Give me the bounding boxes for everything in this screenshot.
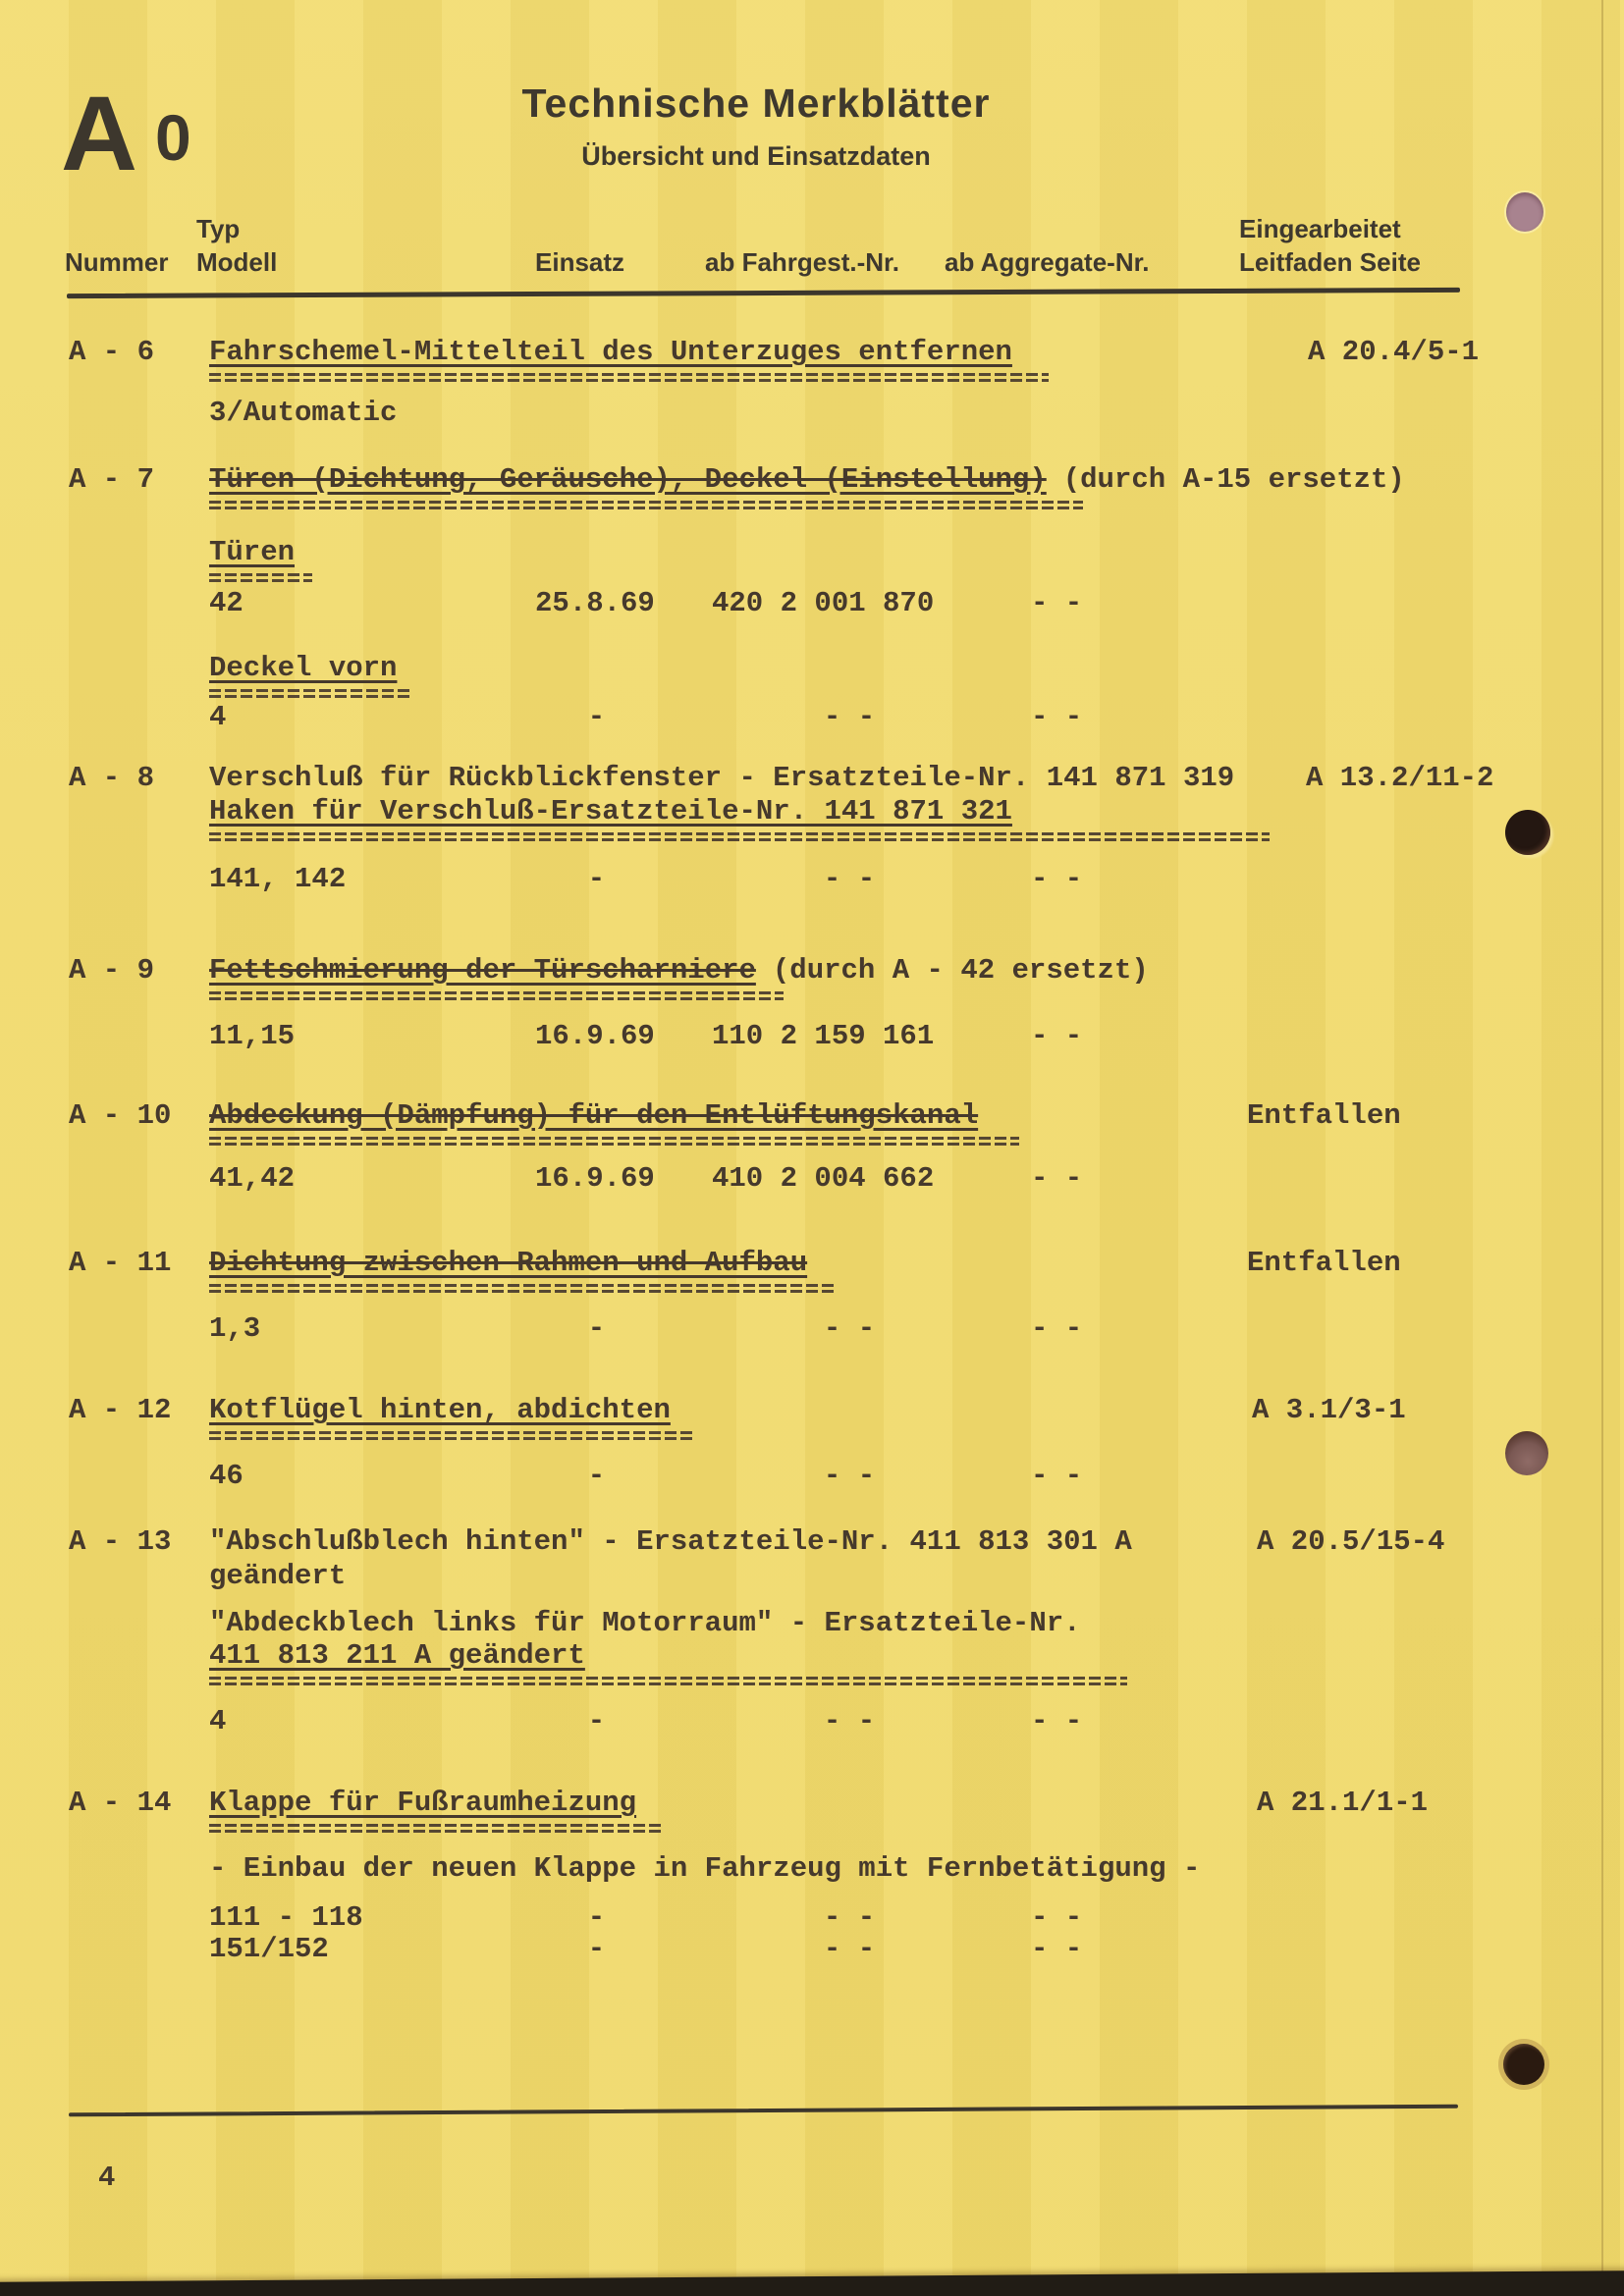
cell-model: 1,3 <box>209 1312 261 1345</box>
cell-model: 42 <box>209 587 244 619</box>
punch-hole <box>1506 192 1543 232</box>
entry-title-struck: Fettschmierung der Türscharniere <box>209 954 756 987</box>
entry-number: A - 9 <box>69 954 155 987</box>
column-header-modell: Modell <box>196 247 278 277</box>
entry-number: A - 13 <box>69 1525 172 1558</box>
double-underline <box>209 573 312 583</box>
data-row <box>209 1705 1387 1738</box>
section-zero: 0 <box>155 101 193 174</box>
cell-fahrgest: - - <box>823 863 876 895</box>
column-header-eingearbeitet: Eingearbeitet <box>1239 214 1401 243</box>
cell-aggregat: - - <box>1031 1901 1083 1934</box>
column-header-fahrgest: ab Fahrgest.-Nr. <box>705 247 899 277</box>
footer-rule <box>69 2105 1458 2117</box>
cell-fahrgest: 420 2 001 870 <box>712 587 935 619</box>
cell-fahrgest: - - <box>823 1933 876 1965</box>
cell-fahrgest: - - <box>823 1460 876 1492</box>
entry-ref: Entfallen <box>1247 1247 1401 1279</box>
double-underline <box>209 991 784 1001</box>
entry-ref: Entfallen <box>1247 1099 1401 1132</box>
cell-einsatz: 16.9.69 <box>535 1162 655 1195</box>
double-underline <box>209 832 1270 842</box>
column-header-nummer: Nummer <box>65 247 169 277</box>
entry-number: A - 11 <box>69 1247 172 1279</box>
cell-einsatz: 16.9.69 <box>535 1020 655 1052</box>
data-row <box>209 1162 1387 1196</box>
punch-hole <box>1505 1431 1548 1475</box>
entry-note: - Einbau der neuen Klappe in Fahrzeug mit Fernbetätigung - <box>209 1852 1201 1885</box>
entry-number: A - 12 <box>69 1394 172 1426</box>
doc-subtitle: Übersicht und Einsatzdaten <box>581 141 931 171</box>
cell-einsatz: - <box>587 1460 606 1492</box>
double-underline <box>209 1284 838 1294</box>
cell-einsatz: - <box>587 863 606 895</box>
column-header-leitfaden: Leitfaden Seite <box>1239 247 1421 277</box>
cell-einsatz: 25.8.69 <box>535 587 655 619</box>
page-bottom-edge <box>0 2270 1624 2296</box>
column-header-aggregate: ab Aggregate-Nr. <box>945 247 1150 277</box>
header-rule <box>67 288 1460 298</box>
entry-ref: A 20.5/15-4 <box>1257 1525 1445 1558</box>
entry-ref: A 13.2/11-2 <box>1306 762 1494 794</box>
cell-model: 111 - 118 <box>209 1901 363 1934</box>
entry-title-line2: geändert <box>209 1560 347 1592</box>
entry-title: Fahrschemel-Mittelteil des Unterzuges entfernen <box>209 336 1012 368</box>
double-underline <box>209 501 1083 510</box>
cell-fahrgest: - - <box>823 1312 876 1345</box>
entry-title-line1: "Abschlußblech hinten" - Ersatzteile-Nr. 411 813 301 A <box>209 1525 1132 1558</box>
data-row <box>209 1933 1387 1966</box>
cell-aggregat: - - <box>1031 1020 1083 1052</box>
cell-fahrgest: - - <box>823 1705 876 1737</box>
cell-aggregat: - - <box>1031 1460 1083 1492</box>
entry-title-struck: Dichtung zwischen Rahmen und Aufbau <box>209 1247 808 1279</box>
entry-title: Kotflügel hinten, abdichten <box>209 1394 671 1426</box>
cell-einsatz: - <box>587 1705 606 1737</box>
entry-title-line1: Verschluß für Rückblickfenster - Ersatzteile-Nr. 141 871 319 <box>209 762 1235 794</box>
cell-einsatz: - <box>587 1933 606 1965</box>
entry-title-line2: Haken für Verschluß-Ersatzteile-Nr. 141 871 321 <box>209 795 1012 828</box>
cell-einsatz: - <box>587 1901 606 1934</box>
double-underline <box>209 1824 661 1834</box>
data-row <box>209 1312 1387 1346</box>
page-number: 4 <box>98 2162 116 2194</box>
cell-aggregat: - - <box>1031 1312 1083 1345</box>
double-underline <box>209 373 1049 383</box>
cell-model: 151/152 <box>209 1933 329 1965</box>
double-underline <box>209 689 410 699</box>
cell-aggregat: - - <box>1031 863 1083 895</box>
cell-model: 4 <box>209 1705 227 1737</box>
entry-title-struck: Abdeckung (Dämpfung) für den Entlüftungskanal <box>209 1099 979 1132</box>
cell-aggregat: - - <box>1031 1705 1083 1737</box>
entry-number: A - 8 <box>69 762 155 794</box>
data-row <box>209 701 1387 734</box>
entry-title: Klappe für Fußraumheizung <box>209 1787 637 1819</box>
cell-aggregat: - - <box>1031 701 1083 733</box>
section-letter: A <box>61 74 139 192</box>
subsection-heading: Türen <box>209 536 296 568</box>
entry-title-struck: Türen (Dichtung, Geräusche), Deckel (Einstellung) <box>209 463 1047 496</box>
cell-model: 11,15 <box>209 1020 296 1052</box>
cell-model: 41,42 <box>209 1162 296 1195</box>
entry-ref: A 3.1/3-1 <box>1252 1394 1406 1426</box>
column-header-einsatz: Einsatz <box>535 247 625 277</box>
double-underline <box>209 1137 1019 1147</box>
data-row <box>209 863 1387 896</box>
cell-aggregat: - - <box>1031 1162 1083 1195</box>
entry-number: A - 7 <box>69 463 155 496</box>
cell-model: 4 <box>209 701 227 733</box>
cell-model: 46 <box>209 1460 244 1492</box>
column-header-typ: Typ <box>196 214 241 243</box>
cell-fahrgest: 410 2 004 662 <box>712 1162 935 1195</box>
page-edge-shadow <box>1601 0 1603 2296</box>
entry-ref: A 21.1/1-1 <box>1257 1787 1429 1819</box>
punch-hole <box>1503 2044 1544 2085</box>
data-row <box>209 1901 1387 1935</box>
cell-aggregat: - - <box>1031 1933 1083 1965</box>
cell-einsatz: - <box>587 1312 606 1345</box>
cell-fahrgest: 110 2 159 161 <box>712 1020 935 1052</box>
cell-fahrgest: - - <box>823 701 876 733</box>
entry-suffix: (durch A - 42 ersetzt) <box>772 954 1149 987</box>
double-underline <box>209 1431 695 1441</box>
section-code <box>61 74 193 192</box>
entry-number: A - 14 <box>69 1787 172 1819</box>
entry-number: A - 6 <box>69 336 155 368</box>
data-row <box>209 1020 1387 1053</box>
entry-suffix: (durch A-15 ersetzt) <box>1062 463 1405 496</box>
data-row <box>209 587 1387 620</box>
subsection-heading: Deckel vorn <box>209 652 398 684</box>
entry-note: 3/Automatic <box>209 397 398 429</box>
entry-title-line4: 411 813 211 A geändert <box>209 1639 585 1672</box>
cell-fahrgest: - - <box>823 1901 876 1934</box>
doc-title: Technische Merkblätter <box>521 80 991 126</box>
entry-title-line3: "Abdeckblech links für Motorraum" - Ersatzteile-Nr. <box>209 1607 1081 1639</box>
cell-einsatz: - <box>587 701 606 733</box>
cell-model: 141, 142 <box>209 863 347 895</box>
punch-hole <box>1505 810 1550 855</box>
cell-aggregat: - - <box>1031 587 1083 619</box>
entry-ref: A 20.4/5-1 <box>1308 336 1480 368</box>
double-underline <box>209 1677 1127 1686</box>
data-row <box>209 1460 1387 1493</box>
entry-number: A - 10 <box>69 1099 172 1132</box>
